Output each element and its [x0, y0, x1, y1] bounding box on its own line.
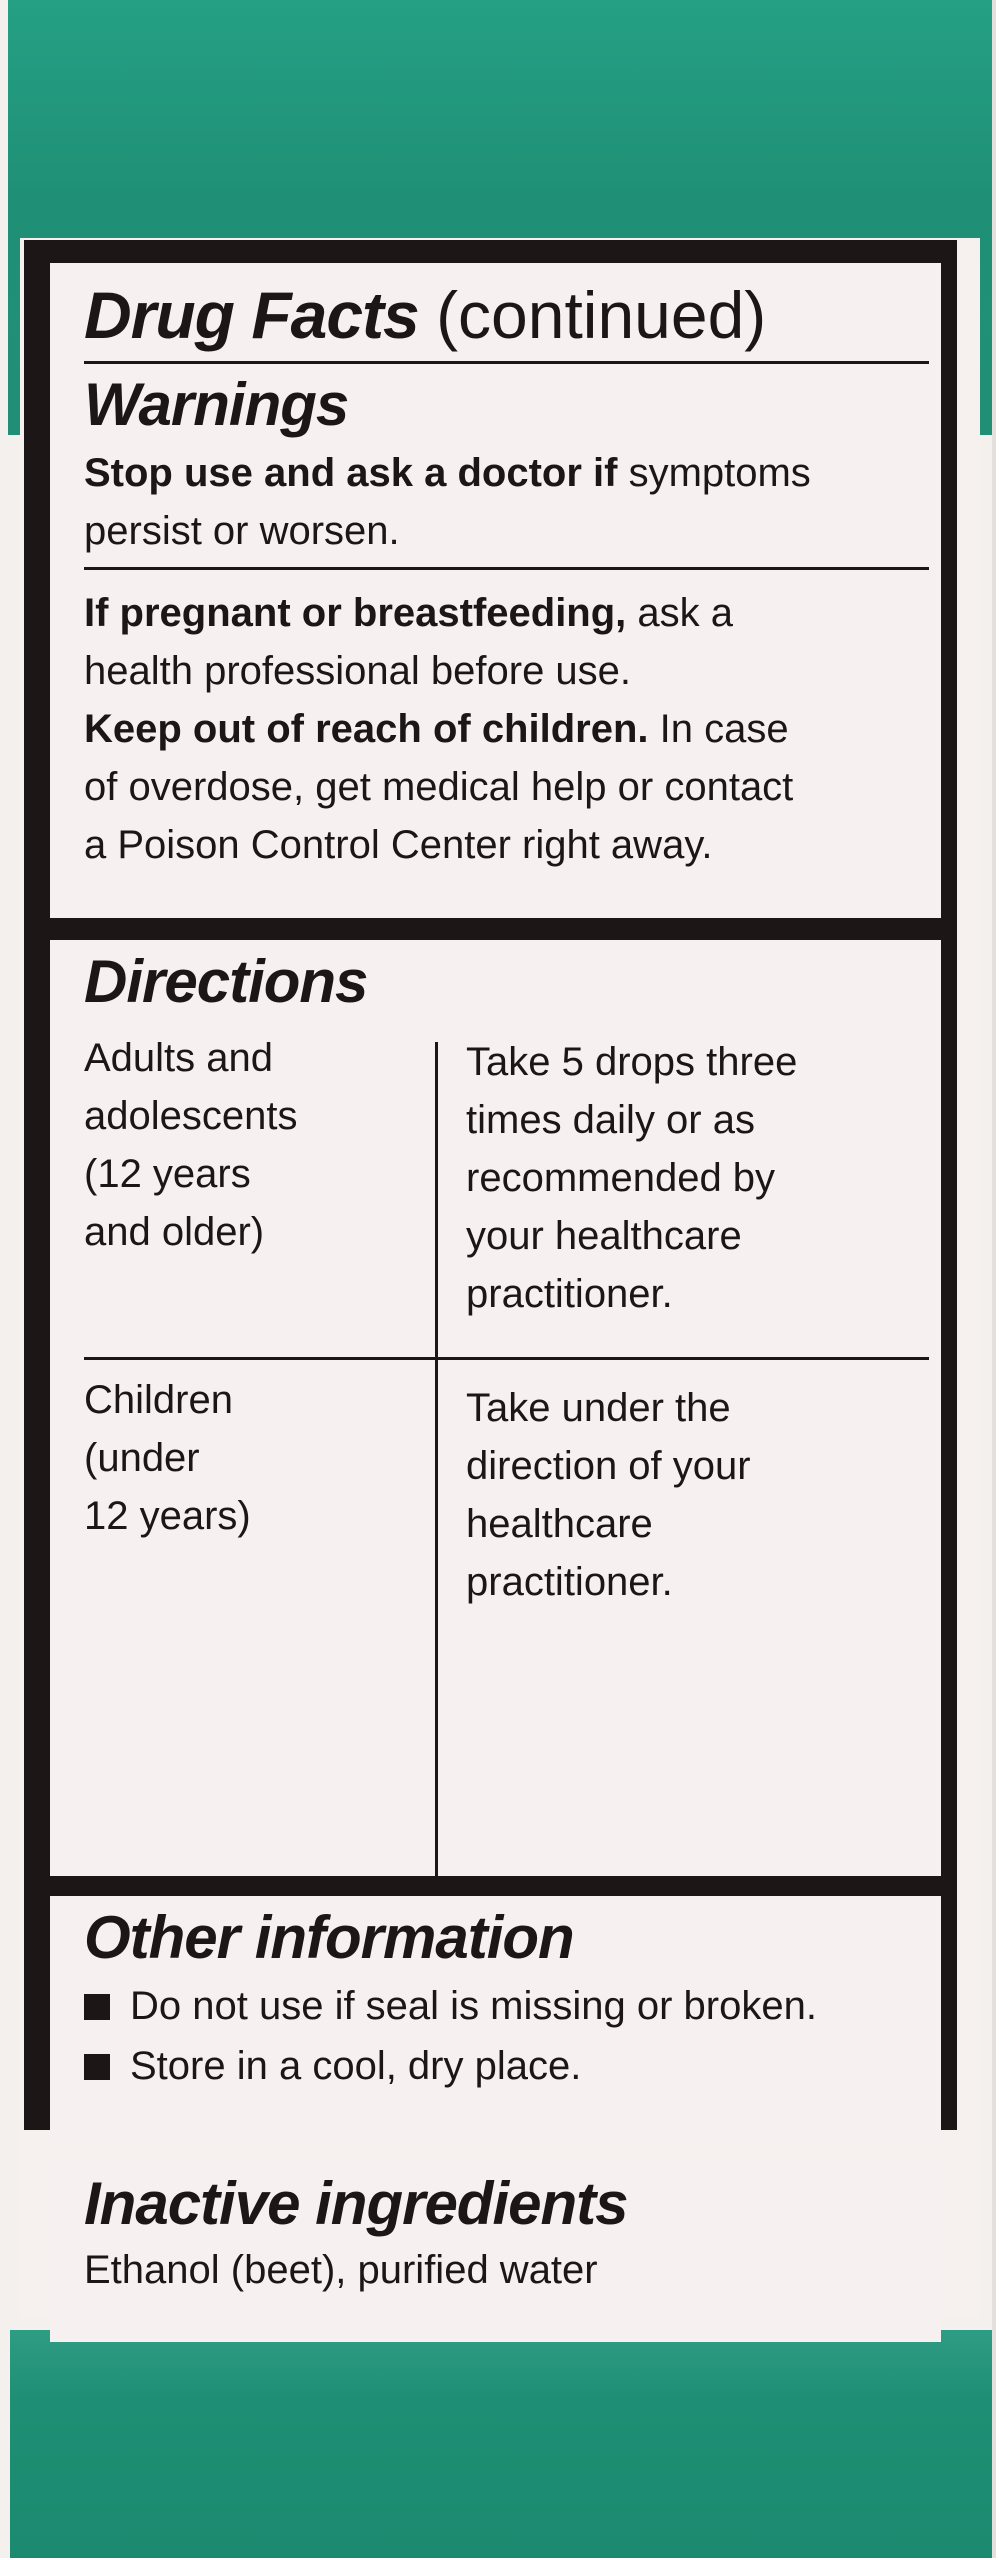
children-how-line: practitioner.: [466, 1560, 673, 1604]
directions-section: [50, 940, 941, 1876]
warnings-section: [50, 263, 941, 918]
children-who-line: (under: [84, 1436, 200, 1480]
children-who-line: 12 years): [84, 1494, 251, 1538]
inactive-ingredients-text: Ethanol (beet), purified water: [84, 2248, 598, 2292]
adults-who-line: (12 years: [84, 1152, 251, 1196]
directions-row-divider: [84, 1357, 929, 1360]
teal-bottom-band: [10, 2330, 992, 2558]
warnings-rule: [84, 567, 929, 570]
title-rule: [84, 361, 929, 364]
inactive-ingredients-section: [50, 2162, 941, 2342]
keep-out-line3: a Poison Control Center right away.: [84, 823, 713, 867]
inactive-ingredients-heading: Inactive ingredients: [84, 2170, 628, 2237]
children-who-line: Children: [84, 1378, 233, 1422]
warnings-heading: Warnings: [84, 371, 349, 438]
stop-use-line1: Stop use and ask a doctor if symptoms: [84, 451, 811, 495]
children-how-line: healthcare: [466, 1502, 653, 1546]
other-information-section: [50, 1896, 941, 2141]
stop-use-line2: persist or worsen.: [84, 509, 400, 553]
adults-how-line: recommended by: [466, 1156, 776, 1200]
adults-how-line: practitioner.: [466, 1272, 673, 1316]
adults-who-line: adolescents: [84, 1094, 298, 1138]
other-info-item: Store in a cool, dry place.: [84, 2036, 581, 2096]
adults-how-line: your healthcare: [466, 1214, 742, 1258]
drug-facts-title: Drug Facts (continued): [84, 278, 767, 352]
directions-column-divider: [435, 1042, 438, 1896]
children-how-line: direction of your: [466, 1444, 751, 1488]
pregnant-line1: If pregnant or breastfeeding, ask a: [84, 591, 734, 635]
adults-how-line: Take 5 drops three: [466, 1040, 798, 1084]
children-how-line: Take under the: [466, 1386, 731, 1430]
adults-who-line: Adults and: [84, 1036, 274, 1080]
square-bullet-icon: [84, 1994, 110, 2020]
other-information-heading: Other information: [84, 1904, 574, 1971]
drug-facts-panel: [24, 240, 957, 2292]
pregnant-line2: health professional before use.: [84, 649, 632, 693]
keep-out-line1: Keep out of reach of children. In case: [84, 707, 789, 751]
adults-how-line: times daily or as: [466, 1098, 755, 1142]
adults-who-line: and older): [84, 1210, 265, 1254]
directions-heading: Directions: [84, 948, 368, 1015]
square-bullet-icon: [84, 2054, 110, 2080]
other-info-item: Do not use if seal is missing or broken.: [84, 1976, 817, 2036]
keep-out-line2: of overdose, get medical help or contact: [84, 765, 794, 809]
